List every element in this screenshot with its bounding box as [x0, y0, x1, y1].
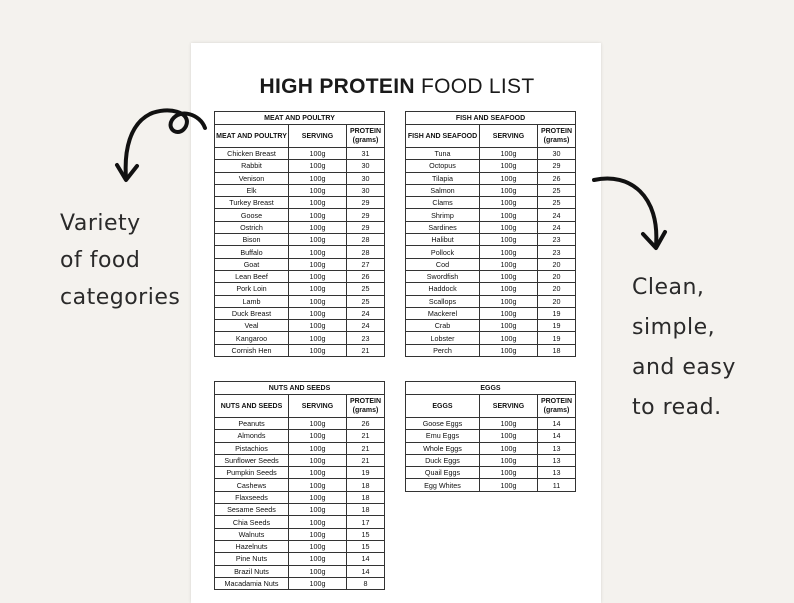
- protein-cell: 19: [538, 320, 576, 332]
- protein-cell: 14: [347, 565, 385, 577]
- food-name-cell: Hazelnuts: [215, 540, 289, 552]
- protein-cell: 23: [538, 234, 576, 246]
- serving-cell: 100g: [289, 221, 347, 233]
- serving-cell: 100g: [480, 479, 538, 491]
- protein-cell: 29: [538, 160, 576, 172]
- serving-cell: 100g: [289, 565, 347, 577]
- right-caption-line: simple,: [632, 315, 716, 340]
- column-header: SERVING: [289, 395, 347, 418]
- food-name-cell: Haddock: [406, 283, 480, 295]
- protein-cell: 18: [347, 504, 385, 516]
- protein-cell: 21: [347, 454, 385, 466]
- protein-cell: 28: [347, 246, 385, 258]
- food-name-cell: Halibut: [406, 234, 480, 246]
- food-name-cell: Whole Eggs: [406, 442, 480, 454]
- food-name-cell: Cashews: [215, 479, 289, 491]
- protein-cell: 23: [538, 246, 576, 258]
- serving-cell: 100g: [480, 320, 538, 332]
- protein-cell: 15: [347, 540, 385, 552]
- serving-cell: 100g: [480, 197, 538, 209]
- column-header: PROTEIN (grams): [347, 125, 385, 148]
- protein-cell: 25: [538, 184, 576, 196]
- food-name-cell: Cornish Hen: [215, 344, 289, 356]
- protein-cell: 19: [347, 467, 385, 479]
- protein-cell: 25: [538, 197, 576, 209]
- serving-cell: 100g: [289, 577, 347, 589]
- column-header: FISH AND SEAFOOD: [406, 125, 480, 148]
- protein-cell: 20: [538, 258, 576, 270]
- protein-cell: 29: [347, 209, 385, 221]
- column-header: NUTS AND SEEDS: [215, 395, 289, 418]
- protein-cell: 15: [347, 528, 385, 540]
- food-name-cell: Shrimp: [406, 209, 480, 221]
- protein-cell: 24: [538, 221, 576, 233]
- left-caption-line: Variety: [60, 211, 141, 236]
- serving-cell: 100g: [480, 430, 538, 442]
- protein-cell: 20: [538, 283, 576, 295]
- left-caption-line: categories: [60, 285, 181, 310]
- protein-cell: 24: [347, 307, 385, 319]
- serving-cell: 100g: [289, 504, 347, 516]
- section-heading: FISH AND SEAFOOD: [406, 112, 576, 125]
- serving-cell: 100g: [289, 209, 347, 221]
- protein-cell: 20: [538, 295, 576, 307]
- serving-cell: 100g: [480, 221, 538, 233]
- protein-cell: 30: [347, 160, 385, 172]
- serving-cell: 100g: [480, 258, 538, 270]
- serving-cell: 100g: [480, 184, 538, 196]
- serving-cell: 100g: [289, 184, 347, 196]
- food-name-cell: Duck Breast: [215, 307, 289, 319]
- serving-cell: 100g: [289, 160, 347, 172]
- protein-cell: 11: [538, 479, 576, 491]
- serving-cell: 100g: [289, 307, 347, 319]
- serving-cell: 100g: [289, 344, 347, 356]
- protein-cell: 13: [538, 454, 576, 466]
- food-name-cell: Lobster: [406, 332, 480, 344]
- protein-cell: 30: [347, 184, 385, 196]
- food-name-cell: Duck Eggs: [406, 454, 480, 466]
- food-name-cell: Emu Eggs: [406, 430, 480, 442]
- serving-cell: 100g: [289, 246, 347, 258]
- food-name-cell: Veal: [215, 320, 289, 332]
- serving-cell: 100g: [480, 418, 538, 430]
- protein-cell: 13: [538, 467, 576, 479]
- serving-cell: 100g: [289, 283, 347, 295]
- food-name-cell: Salmon: [406, 184, 480, 196]
- protein-cell: 26: [347, 418, 385, 430]
- food-name-cell: Lamb: [215, 295, 289, 307]
- food-name-cell: Venison: [215, 172, 289, 184]
- protein-cell: 28: [347, 234, 385, 246]
- serving-cell: 100g: [289, 540, 347, 552]
- serving-cell: 100g: [480, 454, 538, 466]
- protein-cell: 26: [538, 172, 576, 184]
- serving-cell: 100g: [480, 332, 538, 344]
- protein-cell: 20: [538, 270, 576, 282]
- food-name-cell: Flaxseeds: [215, 491, 289, 503]
- serving-cell: 100g: [480, 270, 538, 282]
- serving-cell: 100g: [289, 479, 347, 491]
- food-name-cell: Pollock: [406, 246, 480, 258]
- serving-cell: 100g: [289, 148, 347, 160]
- food-name-cell: Swordfish: [406, 270, 480, 282]
- food-name-cell: Ostrich: [215, 221, 289, 233]
- serving-cell: 100g: [480, 148, 538, 160]
- food-name-cell: Quail Eggs: [406, 467, 480, 479]
- serving-cell: 100g: [480, 467, 538, 479]
- serving-cell: 100g: [480, 307, 538, 319]
- column-header: SERVING: [480, 125, 538, 148]
- food-name-cell: Rabbit: [215, 160, 289, 172]
- column-header: PROTEIN (grams): [538, 395, 576, 418]
- protein-cell: 23: [347, 332, 385, 344]
- protein-cell: 29: [347, 197, 385, 209]
- protein-cell: 8: [347, 577, 385, 589]
- column-header: EGGS: [406, 395, 480, 418]
- serving-cell: 100g: [289, 491, 347, 503]
- food-name-cell: Chia Seeds: [215, 516, 289, 528]
- serving-cell: 100g: [289, 172, 347, 184]
- protein-cell: 27: [347, 258, 385, 270]
- food-name-cell: Goose: [215, 209, 289, 221]
- food-name-cell: Elk: [215, 184, 289, 196]
- title-bold: HIGH PROTEIN: [259, 75, 415, 98]
- serving-cell: 100g: [289, 442, 347, 454]
- serving-cell: 100g: [289, 234, 347, 246]
- right-caption-line: Clean,: [632, 275, 705, 300]
- protein-cell: 29: [347, 221, 385, 233]
- serving-cell: 100g: [289, 430, 347, 442]
- food-name-cell: Cod: [406, 258, 480, 270]
- serving-cell: 100g: [289, 454, 347, 466]
- protein-cell: 21: [347, 442, 385, 454]
- food-name-cell: Sunflower Seeds: [215, 454, 289, 466]
- protein-cell: 31: [347, 148, 385, 160]
- serving-cell: 100g: [289, 528, 347, 540]
- protein-cell: 19: [538, 307, 576, 319]
- food-name-cell: Scallops: [406, 295, 480, 307]
- food-name-cell: Octopus: [406, 160, 480, 172]
- food-name-cell: Pork Loin: [215, 283, 289, 295]
- column-header: SERVING: [289, 125, 347, 148]
- protein-cell: 24: [538, 209, 576, 221]
- protein-cell: 14: [347, 553, 385, 565]
- food-name-cell: Brazil Nuts: [215, 565, 289, 577]
- food-name-cell: Pine Nuts: [215, 553, 289, 565]
- protein-cell: 14: [538, 430, 576, 442]
- serving-cell: 100g: [289, 332, 347, 344]
- protein-cell: 25: [347, 283, 385, 295]
- right-caption-line: to read.: [632, 395, 722, 420]
- serving-cell: 100g: [289, 197, 347, 209]
- protein-cell: 19: [538, 332, 576, 344]
- food-name-cell: Peanuts: [215, 418, 289, 430]
- section-heading: MEAT AND POULTRY: [215, 112, 385, 125]
- food-name-cell: Egg Whites: [406, 479, 480, 491]
- column-header: PROTEIN (grams): [347, 395, 385, 418]
- serving-cell: 100g: [480, 234, 538, 246]
- food-name-cell: Tilapia: [406, 172, 480, 184]
- serving-cell: 100g: [289, 553, 347, 565]
- serving-cell: 100g: [289, 418, 347, 430]
- serving-cell: 100g: [289, 295, 347, 307]
- serving-cell: 100g: [289, 270, 347, 282]
- food-name-cell: Bison: [215, 234, 289, 246]
- left-caption-line: of food: [60, 248, 141, 273]
- food-name-cell: Pumpkin Seeds: [215, 467, 289, 479]
- serving-cell: 100g: [289, 516, 347, 528]
- serving-cell: 100g: [289, 467, 347, 479]
- serving-cell: 100g: [480, 209, 538, 221]
- protein-cell: 25: [347, 295, 385, 307]
- serving-cell: 100g: [480, 295, 538, 307]
- food-name-cell: Sesame Seeds: [215, 504, 289, 516]
- protein-cell: 13: [538, 442, 576, 454]
- food-name-cell: Crab: [406, 320, 480, 332]
- serving-cell: 100g: [480, 160, 538, 172]
- food-name-cell: Kangaroo: [215, 332, 289, 344]
- food-name-cell: Sardines: [406, 221, 480, 233]
- food-name-cell: Perch: [406, 344, 480, 356]
- food-name-cell: Tuna: [406, 148, 480, 160]
- protein-cell: 18: [538, 344, 576, 356]
- food-name-cell: Buffalo: [215, 246, 289, 258]
- food-name-cell: Clams: [406, 197, 480, 209]
- food-name-cell: Almonds: [215, 430, 289, 442]
- food-name-cell: Walnuts: [215, 528, 289, 540]
- serving-cell: 100g: [480, 344, 538, 356]
- serving-cell: 100g: [289, 258, 347, 270]
- section-heading: NUTS AND SEEDS: [215, 382, 385, 395]
- protein-cell: 17: [347, 516, 385, 528]
- protein-cell: 21: [347, 430, 385, 442]
- serving-cell: 100g: [480, 172, 538, 184]
- column-header: MEAT AND POULTRY: [215, 125, 289, 148]
- protein-cell: 30: [347, 172, 385, 184]
- serving-cell: 100g: [480, 246, 538, 258]
- protein-cell: 30: [538, 148, 576, 160]
- title-light: FOOD LIST: [420, 75, 535, 98]
- protein-cell: 21: [347, 344, 385, 356]
- food-name-cell: Macadamia Nuts: [215, 577, 289, 589]
- protein-cell: 18: [347, 491, 385, 503]
- protein-cell: 14: [538, 418, 576, 430]
- protein-cell: 26: [347, 270, 385, 282]
- food-name-cell: Chicken Breast: [215, 148, 289, 160]
- column-header: SERVING: [480, 395, 538, 418]
- food-name-cell: Turkey Breast: [215, 197, 289, 209]
- food-name-cell: Lean Beef: [215, 270, 289, 282]
- food-name-cell: Pistachios: [215, 442, 289, 454]
- food-name-cell: Goat: [215, 258, 289, 270]
- food-name-cell: Mackerel: [406, 307, 480, 319]
- protein-cell: 24: [347, 320, 385, 332]
- right-caption-line: and easy: [632, 355, 736, 380]
- serving-cell: 100g: [480, 283, 538, 295]
- column-header: PROTEIN (grams): [538, 125, 576, 148]
- serving-cell: 100g: [480, 442, 538, 454]
- food-name-cell: Goose Eggs: [406, 418, 480, 430]
- protein-cell: 18: [347, 479, 385, 491]
- serving-cell: 100g: [289, 320, 347, 332]
- section-heading: EGGS: [406, 382, 576, 395]
